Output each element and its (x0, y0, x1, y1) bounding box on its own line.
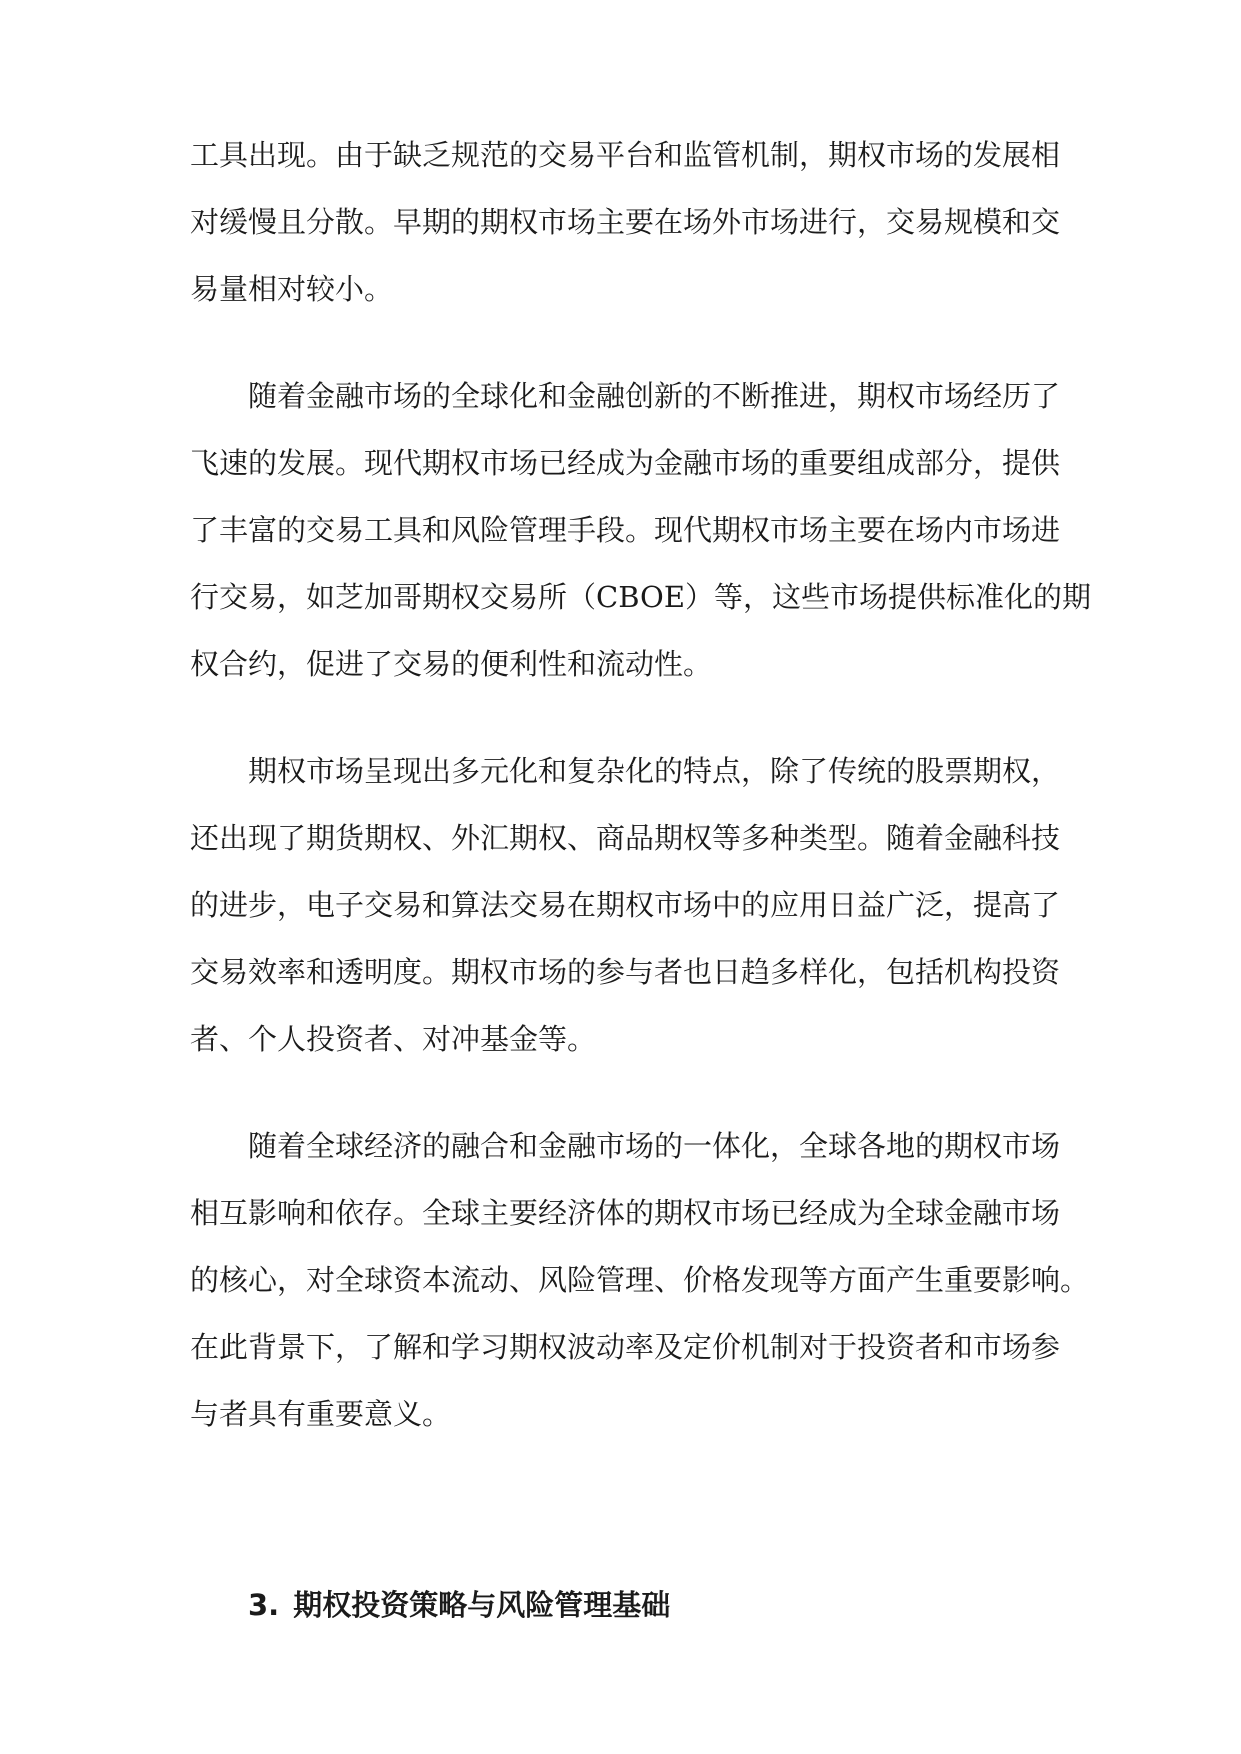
paragraph-line: 与者具有重要意义。 (190, 1397, 452, 1431)
paragraph-line: 工具出现。由于缺乏规范的交易平台和监管机制，期权市场的发展相 (190, 138, 1061, 172)
paragraph-line: 期权市场呈现出多元化和复杂化的特点，除了传统的股票期权， (248, 754, 1061, 788)
section-heading (248, 1585, 670, 1625)
paragraph-line: 飞速的发展。现代期权市场已经成为金融市场的重要组成部分，提供 (190, 446, 1061, 480)
paragraph-line: 相互影响和依存。全球主要经济体的期权市场已经成为全球金融市场 (190, 1196, 1061, 1230)
paragraph-line: 交易效率和透明度。期权市场的参与者也日趋多样化，包括机构投资 (190, 955, 1061, 989)
paragraph-line: 易量相对较小。 (190, 272, 394, 306)
paragraph-line: 行交易，如芝加哥期权交易所（CBOE）等，这些市场提供标准化的期 (190, 580, 1091, 614)
paragraph-line: 在此背景下，了解和学习期权波动率及定价机制对于投资者和市场参 (190, 1330, 1061, 1364)
section-title: 期权投资策略与风险管理基础 (293, 1588, 671, 1622)
paragraph-line: 的进步，电子交易和算法交易在期权市场中的应用日益广泛，提高了 (190, 888, 1061, 922)
paragraph-line: 的核心，对全球资本流动、风险管理、价格发现等方面产生重要影响。 (190, 1263, 1090, 1297)
paragraph-line: 还出现了期货期权、外汇期权、商品期权等多种类型。随着金融科技 (190, 821, 1061, 855)
paragraph-line: 随着全球经济的融合和金融市场的一体化，全球各地的期权市场 (248, 1129, 1061, 1163)
paragraph-line: 对缓慢且分散。早期的期权市场主要在场外市场进行，交易规模和交 (190, 205, 1061, 239)
paragraph-line: 权合约，促进了交易的便利性和流动性。 (190, 647, 713, 681)
section-number: 3. (248, 1588, 280, 1622)
paragraph-line: 随着金融市场的全球化和金融创新的不断推进，期权市场经历了 (248, 379, 1061, 413)
paragraph-line: 了丰富的交易工具和风险管理手段。现代期权市场主要在场内市场进 (190, 513, 1061, 547)
paragraph-line: 者、个人投资者、对冲基金等。 (190, 1022, 597, 1056)
